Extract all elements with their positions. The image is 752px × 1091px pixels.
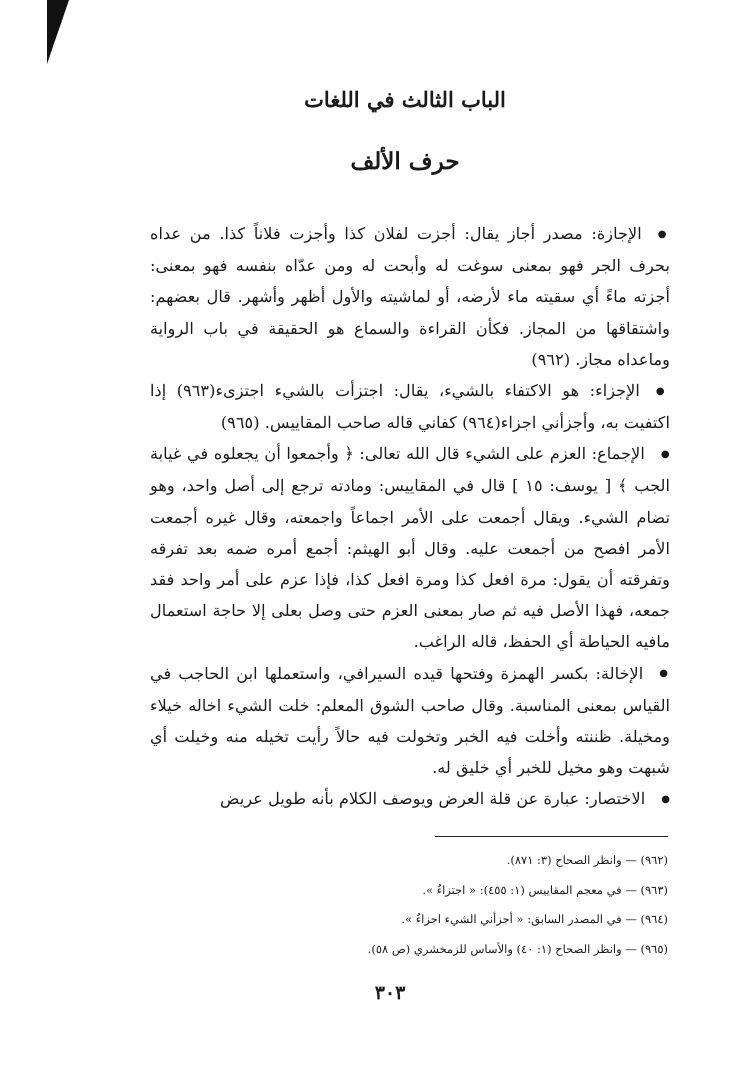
entry-ijza (150, 375, 670, 438)
entry-text: الاختصار: عبارة عن قلة العرض ويوصف الكلام بأنه طويل عريض (220, 789, 646, 809)
bullet-icon: ● (661, 794, 670, 806)
entry-text: الإخالة: بكسر الهمزة وفتحها قيده السيرافي، واستعملها ابن الحاجب في القياس بمعنى المناسبة. وقال صاحب الشوق المعلم: خلت الشيء اخاله خيلاء ومخيلة. ظننته وأخلت فيه الخبر وتخولت فيه حالاً رأيت تخيله منه وخيلت أي شبهت وهو مخيل للخبر أي خليق له. (150, 663, 670, 778)
page-number: ٣٠٣ (374, 982, 406, 1004)
page-corner-mark (47, 0, 69, 64)
bullet-icon: ● (655, 385, 670, 397)
bullet-icon: ● (657, 228, 670, 240)
entry-ijma (150, 438, 670, 657)
entry-list (150, 218, 670, 815)
chapter-title: الباب الثالث في اللغات (304, 87, 506, 112)
footnote-963: (٩٦٣) — في معجم المقاييس (١: ٤٥٥): « اجتزاءٌ ». (422, 882, 668, 897)
entry-ikhala (150, 658, 670, 784)
bullet-icon: ● (659, 668, 670, 680)
entry-ijaza (150, 218, 670, 375)
footnote-965: (٩٦٥) — وانظر الصحاح (١: ٤٠) والأساس للزمخشري (ص ٥٨). (367, 941, 668, 956)
footnote-964: (٩٦٤) — في المصدر السابق: « أجزأني الشيء اجزاءٌ ». (401, 912, 668, 926)
footnote-divider (435, 836, 668, 837)
footnotes (310, 846, 668, 964)
entry-ikhtisar (150, 783, 670, 815)
entry-text: الإجازة: مصدر أجاز يقال: أجزت لفلان كذا وأجزت فلاناً كذا. من عداه بحرف الجر فهو بمعنى سوغت له وأبحت له ومن عدّاه بنفسه فهو بمعنى: أجزته ماءً أي سقيته ماء لأرضه، أو لماشيته والأول أظهر وأشهر. قال بعضهم: واشتقاقها من المجاز. فكأن القراءة والسماع هو الحقيقة في باب الرواية وماعداه مجاز. (٩٦٢) (150, 224, 670, 369)
bullet-icon: ● (660, 449, 670, 461)
footnote-962: (٩٦٢) — وانظر الصحاح (٣: ٨٧١). (506, 853, 668, 867)
page-body (150, 80, 670, 815)
entry-text: الإجماع: العزم على الشيء قال الله تعالى: ﴿ وأجمعوا أن يجعلوه في غيابة الجب ﴾ [ يوسف: ١٥ ] قال في المقاييس: ومادته ترجع إلى أصل واحد، وهو تضام الشيء. ويقال أجمعت على الأمر اجماعاً واجمعته، وقال غيره أجمعت الأمر افصح من أجمعت عليه. وقال أبو الهيثم: أجمع أمره ضمه بعد تفرقه وتفرقته أن يقول: مرة افعل كذا ومرة افعل كذا، فإذا عزم على أمر واحد فقد جمعه، فهذا الأصل فيه ثم صار بمعنى العزم حتى وصل بعلى إلا حاجة استعمال مافيه الحياطة أي الحفظ، قاله الراغب. (150, 444, 670, 652)
entry-text: الإجزاء: هو الاكتفاء بالشيء، يقال: اجتزأت بالشيء اجتزىء(٩٦٣) إذا اكتفيت به، وأجزأني اجزاء(٩٦٤) كفاني قاله صاحب المقاييس. (٩٦٥) (150, 380, 670, 432)
section-title: حرف الألف (350, 148, 460, 175)
